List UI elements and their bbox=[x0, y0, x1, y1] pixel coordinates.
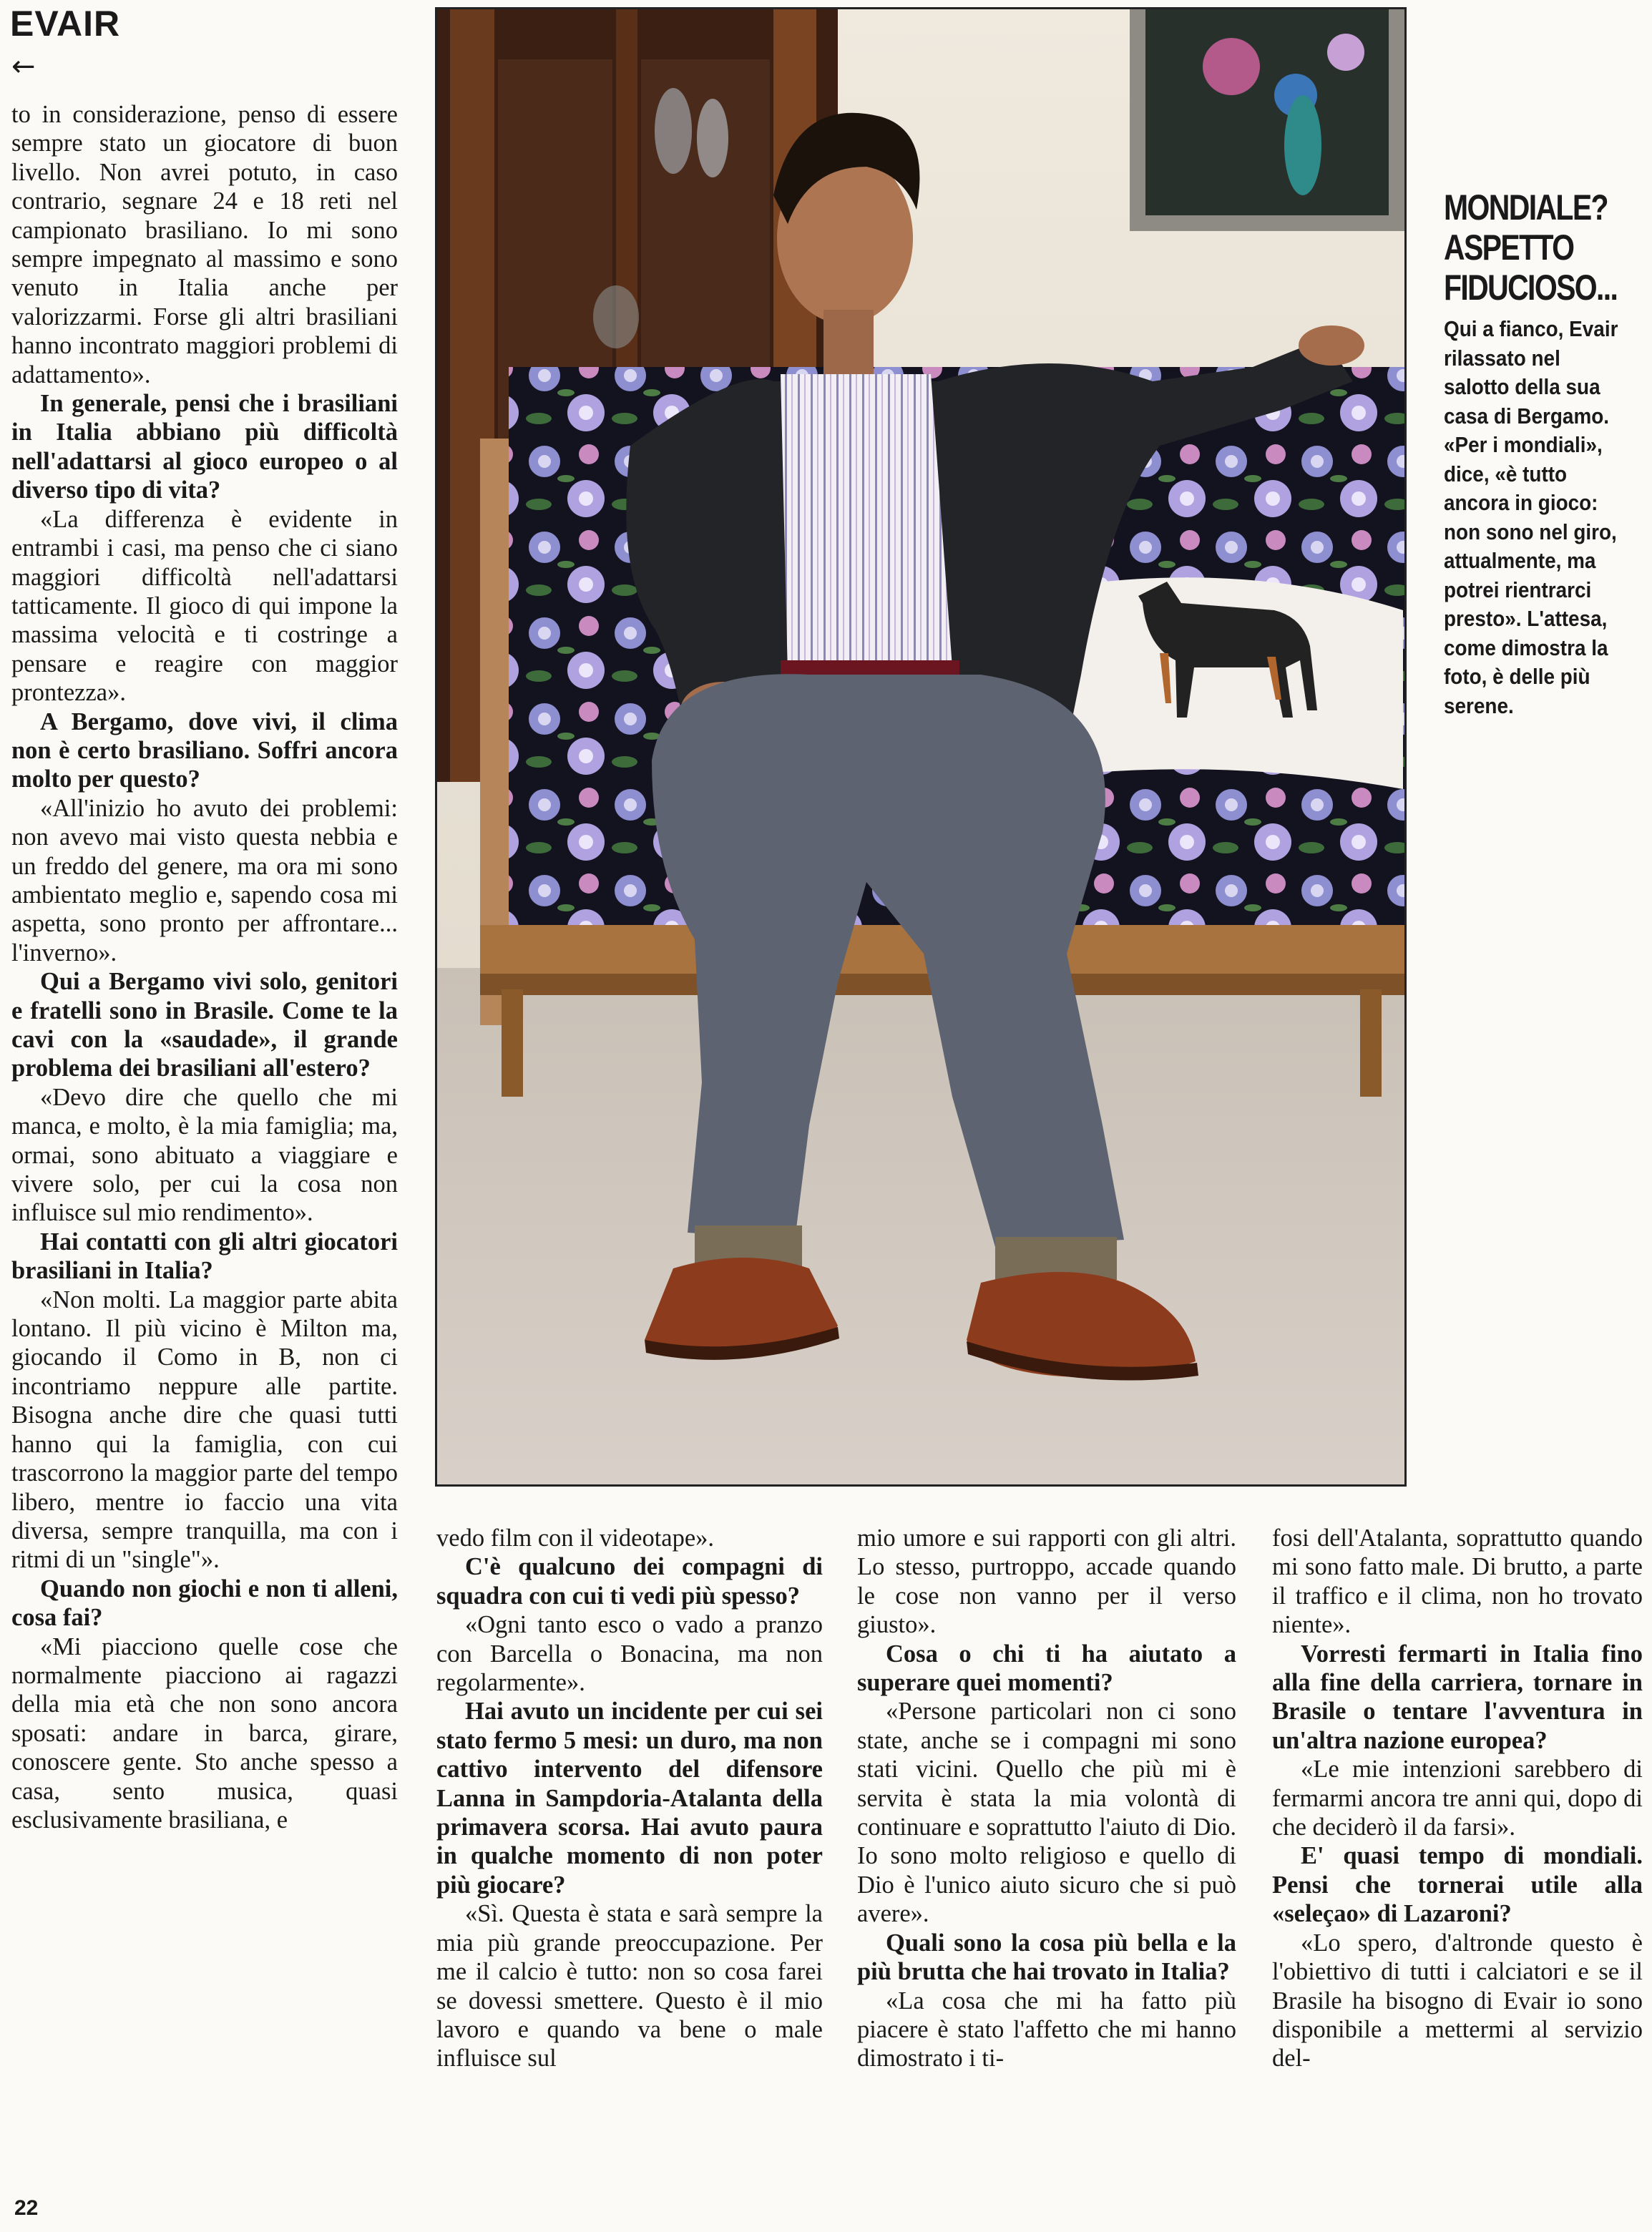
paragraph: to in considerazione, penso di essere sempre stato un giocatore di buon livello. Non avrei potuto, in caso contrario, segnare 24 e 18 reti nel campionato brasiliano. Io mi sono sempre impegnato al massimo e sono venuto in Italia anche per valorizzarmi. Forse gli altri brasiliani hanno incontrato maggiori problemi di adattamento». bbox=[11, 101, 398, 388]
page-number: 22 bbox=[14, 2196, 39, 2220]
interview-question: Quali sono la cosa più bella e la più brutta che hai trovato in Italia? bbox=[857, 1929, 1236, 1986]
photo-caption: Qui a fianco, Evair rilassato nel salotto della sua casa di Bergamo. «Per i mondiali», dice, «è tutto ancora in gioco: non sono nel giro, attualmente, ma potrei rientrarci presto». L'attesa, come dimostra la foto, è delle più serene. bbox=[1444, 316, 1618, 718]
back-arrow-icon: ← bbox=[11, 50, 36, 83]
text-column-4 bbox=[1272, 1524, 1643, 2073]
interview-question: C'è qualcuno dei compagni di squadra con cui ti vedi più spesso? bbox=[436, 1553, 823, 1610]
interview-answer: «Sì. Questa è stata e sarà sempre la mia più grande preoccupazione. Per me il calcio è tutto: non so cosa farei se dovessi smettere. Questo è il mio lavoro e quando va bene o male influisce sul bbox=[436, 1900, 823, 2072]
interview-question: Quando non giochi e non ti alleni, cosa fai? bbox=[11, 1575, 398, 1632]
interview-answer: «Ogni tanto esco o vado a pranzo con Barcella o Bonacina, ma non regolarmente». bbox=[436, 1611, 823, 1697]
interview-answer: «Persone particolari non ci sono state, anche se i compagni mi sono stati vicini. Quello che più mi è servita è stata la mia volontà di continuare e soprattutto l'aiuto di Dio. Io sono molto religioso e quello di Dio è l'unico aiuto sicuro che si può avere». bbox=[857, 1698, 1236, 1928]
interview-answer: «La differenza è evidente in entrambi i casi, ma penso che ci siano maggiori difficoltà nell'adattarsi tatticamente. Il gioco di qui impone la massima velocità e ti costringe a pensare e reagire con maggior prontezza». bbox=[11, 505, 398, 707]
interview-answer: «Mi piacciono quelle cose che normalmente piacciono ai ragazzi della mia età che non sono ancora sposati: andare in barca, girare, conoscere gente. Sto anche spesso a casa, sento musica, quasi esclusivamente brasiliana, e bbox=[11, 1633, 398, 1834]
portrait-photo bbox=[435, 7, 1407, 1487]
interview-question: E' quasi tempo di mondiali. Pensi che tornerai utile alla «seleçao» di Lazaroni? bbox=[1272, 1842, 1643, 1928]
sidebar-title bbox=[1444, 187, 1618, 308]
text-column-3 bbox=[857, 1524, 1236, 2073]
interview-answer: «All'inizio ho avuto dei problemi: non avevo mai visto questa nebbia e un freddo del genere, ma ora mi sono ambientato meglio e, sapendo cosa mi aspetta, sono pronto per affrontare... l'inverno». bbox=[11, 794, 398, 966]
interview-question: Hai contatti con gli altri giocatori brasiliani in Italia? bbox=[11, 1228, 398, 1285]
paragraph: fosi dell'Atalanta, soprattutto quando mi sono fatto male. Di brutto, a parte il traffico e il clima, non ho trovato niente». bbox=[1272, 1524, 1643, 1639]
paragraph: vedo film con il videotape». bbox=[436, 1524, 715, 1552]
interview-question: Vorresti fermarti in Italia fino alla fine della carriera, tornare in Brasile o tentare l'avventura in un'altra nazione europea? bbox=[1272, 1640, 1643, 1754]
interview-answer: «Devo dire che quello che mi manca, e molto, è la mia famiglia; ma, ormai, sono abituato a viaggiare e vivere solo, per cui la cosa non influisce sul mio rendimento». bbox=[11, 1083, 398, 1227]
framed-painting bbox=[1130, 9, 1404, 231]
interview-question: In generale, pensi che i brasiliani in Italia abbiano più difficoltà nell'adattarsi al gioco europeo o al diverso tipo di vita? bbox=[11, 390, 398, 504]
section-header: EVAIR bbox=[10, 4, 121, 44]
interview-question: Hai avuto un incidente per cui sei stato fermo 5 mesi: un duro, ma non cattivo intervento del difensore Lanna in Sampdoria-Atalanta della primavera scorsa. Hai avuto paura in qualche momento di non poter più giocare? bbox=[436, 1698, 823, 1899]
interview-answer: «La cosa che mi ha fatto più piacere è stato l'affetto che mi hanno dimostrato i ti- bbox=[857, 1987, 1236, 2072]
interview-question: Cosa o chi ti ha aiutato a superare quei momenti? bbox=[857, 1640, 1236, 1697]
text-column-2 bbox=[436, 1524, 823, 2073]
text-column-1 bbox=[11, 100, 398, 1834]
paragraph: mio umore e sui rapporti con gli altri. Lo stesso, purtroppo, accade quando le cose non vanno per il verso giusto». bbox=[857, 1524, 1236, 1639]
sidebar-title-line: FIDUCIOSO... bbox=[1444, 268, 1618, 308]
interview-answer: «Non molti. La maggior parte abita lontano. Il più vicino è Milton ma, giocando il Como in B, non ci incontriamo neppure alle partite. Bisogna anche dire che quasi tutti hanno qui la famiglia, con cui trascorrono la maggior parte del tempo libero, mentre io faccio una vita diversa, sempre tranquilla, ma con i ritmi di un "single"». bbox=[11, 1286, 398, 1574]
sidebar-title-line: MONDIALE? bbox=[1444, 187, 1608, 227]
interview-question: Qui a Bergamo vivi solo, genitori e fratelli sono in Brasile. Come te la cavi con la «saudade», il grande problema dei brasiliani all'estero? bbox=[11, 968, 398, 1082]
sidebar-title-line: ASPETTO bbox=[1444, 227, 1574, 268]
interview-question: A Bergamo, dove vivi, il clima non è certo brasiliano. Soffri ancora molto per questo? bbox=[11, 708, 398, 793]
interview-answer: «Lo spero, d'altronde questo è l'obiettivo di tutti i calciatori e se il Brasile ha bisogno di Evair io sono disponibile a mettermi al servizio del- bbox=[1272, 1929, 1643, 2072]
interview-answer: «Le mie intenzioni sarebbero di fermarmi ancora tre anni qui, dopo di che deciderò il da farsi». bbox=[1272, 1756, 1643, 1841]
